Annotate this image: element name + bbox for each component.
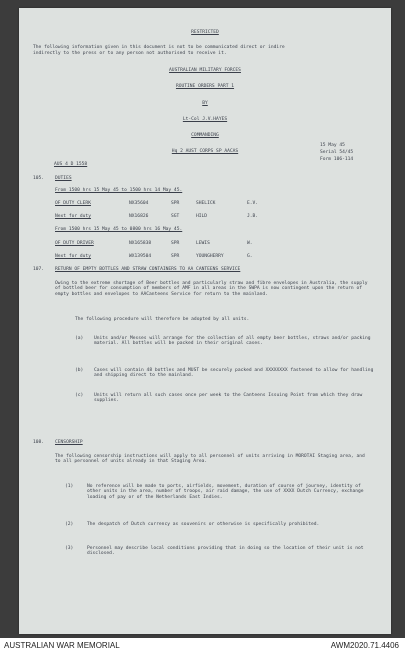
paragraph-procedure: The following procedure will therefore be adopted by all units.	[75, 317, 250, 322]
item-label-3: (3)	[65, 546, 74, 551]
commanding-heading: COMMANDING	[191, 133, 219, 138]
rank: SGT	[171, 214, 180, 219]
archive-footer	[0, 638, 405, 653]
item-label-a: (a)	[75, 336, 84, 341]
service-number: NX165838	[129, 241, 152, 246]
service-number: NX35604	[129, 201, 149, 206]
service-number: WX139504	[129, 254, 152, 259]
duty-role: OF DUTY DRIVER	[55, 241, 94, 246]
item-label-b: (b)	[75, 368, 84, 373]
item-text-2: The despatch of Dutch currency as souvenirs or otherwise is specifically prohibited.	[87, 522, 320, 527]
rank: SPR	[171, 201, 180, 206]
orders-heading: ROUTINE ORDERS PART 1	[175, 84, 235, 89]
duty-role: OF DUTY CLERK	[55, 201, 91, 206]
section-title-duties: DUTIES	[55, 176, 72, 181]
initials: E.V.	[247, 201, 259, 206]
item-label-1: (1)	[65, 484, 74, 489]
item-text-c: Units will return all such cases once per week to the Canteens Issuing Point from which they draw supplies.	[94, 393, 363, 404]
by-heading: BY	[202, 101, 208, 106]
item-text-a: Units and/or Messes will arrange for the collection of all empty beer bottles, straws and/or packing material. All bottles will be packed in their original cases.	[94, 336, 371, 347]
section-number-108: 108.	[33, 440, 45, 445]
force-heading: AUSTRALIAN MILITARY FORCES	[169, 68, 241, 73]
duty-role: Next for duty	[55, 254, 91, 259]
serial-number: Serial 54/45	[320, 150, 354, 155]
section-title-censorship: CENSORSHIP	[55, 440, 83, 445]
accession-number: AWM2020.71.4406	[330, 641, 399, 650]
notice-line-1: The following information given in this document is not to be communicated direct or indire	[33, 45, 285, 50]
reference-number: AUS 4 D 1558	[54, 162, 88, 167]
paragraph-censorship-intro: The following censorship instructions will apply to all personnel of units arriving in MOROTAI Staging area, and to all personnel of units already in that Staging Area.	[55, 454, 365, 465]
form-number: Form 106-114	[320, 157, 354, 162]
surname: LEWIS	[196, 241, 210, 246]
surname: HILD	[196, 214, 208, 219]
section-title-return-bottles: RETURN OF EMPTY BOTTLES AND STRAW CONTAINERS TO AA CANTEENS SERVICE	[55, 267, 241, 272]
surname: YOUNGHERRY	[196, 254, 224, 259]
document-page	[19, 8, 391, 634]
item-label-c: (c)	[75, 393, 84, 398]
item-text-3: Personnel may describe local conditions providing that in doing so the location of their unit is not disclosed.	[87, 546, 364, 557]
item-label-2: (2)	[65, 522, 74, 527]
service-number: NX16826	[129, 214, 149, 219]
item-text-b: Cases will contain 48 bottles and MUST be securely packed and XXXXXXXX fastened to allow for handling and shipping direct to the mainland.	[94, 368, 374, 379]
surname: SHELICK	[196, 201, 216, 206]
notice-line-2: indirectly to the press or to any person not authorised to receive it.	[33, 51, 227, 56]
section-number-105: 105.	[33, 176, 45, 181]
initials: J.B.	[247, 214, 259, 219]
paragraph-shortage: Owing to the extreme shortage of Beer bottles and particularly straw and fibre envelopes in Australia, the supply of bottled beer for consumption of members of AMF in all areas in the SWPA is now contingent upon the return of empty bottles and envelopes to AACanteens Service for return to the mainland.	[55, 281, 368, 297]
initials: G.	[247, 254, 253, 259]
section-number-107: 107.	[33, 267, 45, 272]
duty-period-1: From 1500 hrs 15 May 45 to 1500 hrs 14 May 45.	[55, 188, 183, 193]
item-text-1: No reference will be made to ports, airfields, movement, duration of course of journey, identity of other units in the area, number of troops, air raid damage, the use of XXXX Dutch Currency, exchange loading of pay or of the Netherlands East Indies.	[87, 484, 364, 500]
archive-name: AUSTRALIAN WAR MEMORIAL	[4, 641, 120, 650]
officer-name: Lt-Col J.V.HAYES	[182, 117, 228, 122]
duty-role: Next for duty	[55, 214, 91, 219]
order-date: 15 May 45	[320, 143, 345, 148]
rank: SPR	[171, 241, 180, 246]
restricted-heading: RESTRICTED	[191, 30, 219, 35]
initials: W.	[247, 241, 253, 246]
unit-heading: Hq 2 AUST CORPS SP AACAS	[171, 149, 239, 154]
duty-period-2: From 1500 hrs 15 May 45 to 0800 hrs 16 May 45.	[55, 227, 183, 232]
rank: SPR	[171, 254, 180, 259]
